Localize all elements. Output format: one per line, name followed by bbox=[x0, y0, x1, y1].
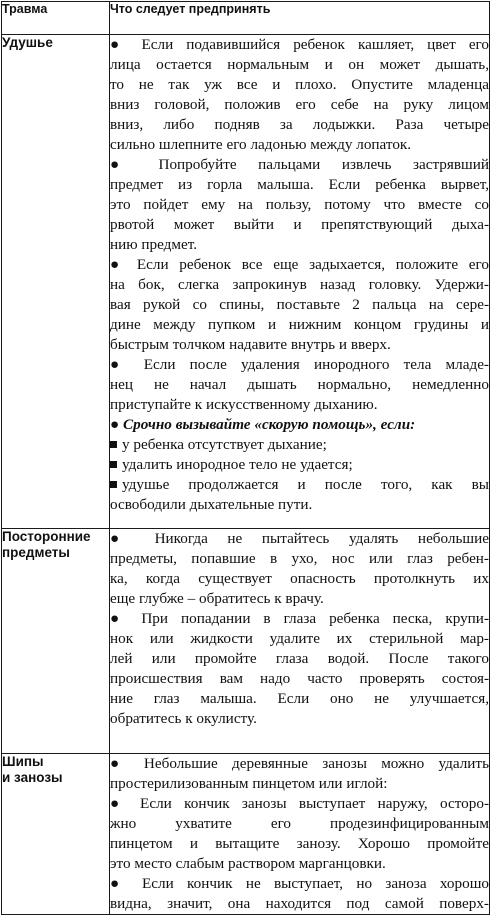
list-item-text: удалить инородное тело не удается; bbox=[122, 456, 353, 473]
action-text-splinters bbox=[110, 754, 490, 915]
injury-name-line: Посторонние bbox=[2, 529, 91, 544]
emphasis-line: ● Срочно вызывайте «скорую помощь», если: bbox=[110, 416, 416, 433]
column-header-injury: Травма bbox=[2, 2, 110, 35]
column-header-action: Что следует предпринять bbox=[110, 2, 490, 35]
text-line: ● Если ребенок все еще задыхается, положите его bbox=[110, 256, 489, 273]
text-line: предмет из горла малыша. Если ребенка вырвет, bbox=[110, 176, 489, 193]
text-line: то не так уж все и плохо. Опустите младенца bbox=[110, 76, 489, 93]
text-line: ка, когда существует опасность протолкнуть их bbox=[110, 570, 489, 587]
list-item-text: у ребенка отсутствует дыхание; bbox=[122, 436, 327, 453]
action-text-foreign-objects bbox=[110, 529, 490, 754]
text-line: происшествия вам надо часто проверять состоя- bbox=[110, 670, 489, 687]
table-row-splinters bbox=[2, 754, 490, 915]
text-line: освободили дыхательные пути. bbox=[110, 496, 313, 513]
text-line: ● Если подавившийся ребенок кашляет, цвет его bbox=[110, 36, 489, 53]
square-bullet-icon bbox=[110, 461, 117, 468]
list-item bbox=[110, 455, 489, 475]
injury-name-line: предметы bbox=[2, 544, 70, 560]
text-line: нец не начал дышать нормально, немедленно bbox=[110, 376, 489, 393]
text-line: ● Попробуйте пальцами извлечь застрявший bbox=[110, 156, 489, 173]
text-line: это пойдет ему на пользу, потому что вместе со bbox=[110, 196, 489, 213]
text-line: обратитесь к окулисту. bbox=[110, 710, 257, 727]
text-line: предметы, попавшие в ухо, нос или глаз ребен- bbox=[110, 550, 489, 567]
text-line: ● Если после удаления инородного тела младе- bbox=[110, 356, 489, 373]
text-line: вая рукой со спины, поставьте 2 пальца на сере- bbox=[110, 296, 489, 313]
table-row-choking bbox=[2, 35, 490, 529]
action-text-choking bbox=[110, 35, 490, 529]
table-header-row bbox=[2, 2, 490, 35]
table-row-foreign-objects bbox=[2, 529, 490, 754]
text-line: ● Если кончик занозы выступает наружу, осторо- bbox=[110, 795, 489, 812]
text-line: сильно шлепните его ладонью между лопаток. bbox=[110, 136, 412, 153]
square-bullet-icon bbox=[110, 481, 117, 488]
list-item-text: удушье продолжается и после того, как вы bbox=[122, 476, 489, 493]
text-line: лей или промойте глаза водой. После такого bbox=[110, 650, 489, 667]
square-bullet-icon bbox=[110, 441, 117, 448]
list-item bbox=[110, 475, 489, 495]
text-line: приступайте к искусственному дыханию. bbox=[110, 396, 378, 413]
text-line: это место слабым раствором марганцовки. bbox=[110, 855, 386, 872]
text-line: вниз головой, положив его себе на руку лицом bbox=[110, 96, 489, 113]
text-line: быстрым толчком надавите внутрь и вверх. bbox=[110, 336, 391, 353]
injury-name-choking: Удушье bbox=[2, 35, 110, 529]
injury-name-line: Шипы bbox=[2, 754, 44, 769]
text-line: на бок, слегка запрокинув назад головку. Удержи- bbox=[110, 276, 489, 293]
text-line: ● При попадании в глаза ребенка песка, крупи- bbox=[110, 610, 489, 627]
injury-name-line: и занозы bbox=[2, 769, 63, 785]
injury-name-foreign-objects bbox=[2, 529, 110, 754]
text-line: жно ухватите его продезинфицированным bbox=[110, 815, 489, 832]
text-line: ● Если кончик не выступает, но заноза хорошо bbox=[110, 875, 489, 892]
text-line: ● Никогда не пытайтесь удалять небольшие bbox=[110, 530, 489, 547]
text-line: дине между пупком и нижним концом грудины и bbox=[110, 316, 489, 333]
text-line: нок или жидкости удалите их стерильной мар- bbox=[110, 630, 489, 647]
text-line: нию предмет. bbox=[110, 236, 198, 253]
text-line: лица остается нормальным и он может дышать, bbox=[110, 56, 489, 73]
injury-name-splinters bbox=[2, 754, 110, 915]
list-item bbox=[110, 435, 489, 455]
text-line: ● Небольшие деревянные занозы можно удалить bbox=[110, 755, 489, 772]
text-line: ние глаз малыша. Если оно не улучшается, bbox=[110, 690, 489, 707]
text-line: вниз, либо подняв за лодыжки. Раза четыре bbox=[110, 116, 489, 133]
text-line: рвотой может выйти и препятствующий дыха- bbox=[110, 216, 489, 233]
text-line: еще глубже – обратитесь к врачу. bbox=[110, 590, 324, 607]
first-aid-table bbox=[1, 1, 490, 915]
text-line: пинцетом и вытащите занозу. Хорошо промойте bbox=[110, 835, 489, 852]
text-line: простерилизованным пинцетом или иглой: bbox=[110, 775, 388, 792]
text-line: видна, значит, она находится под самой поверх- bbox=[110, 895, 489, 912]
